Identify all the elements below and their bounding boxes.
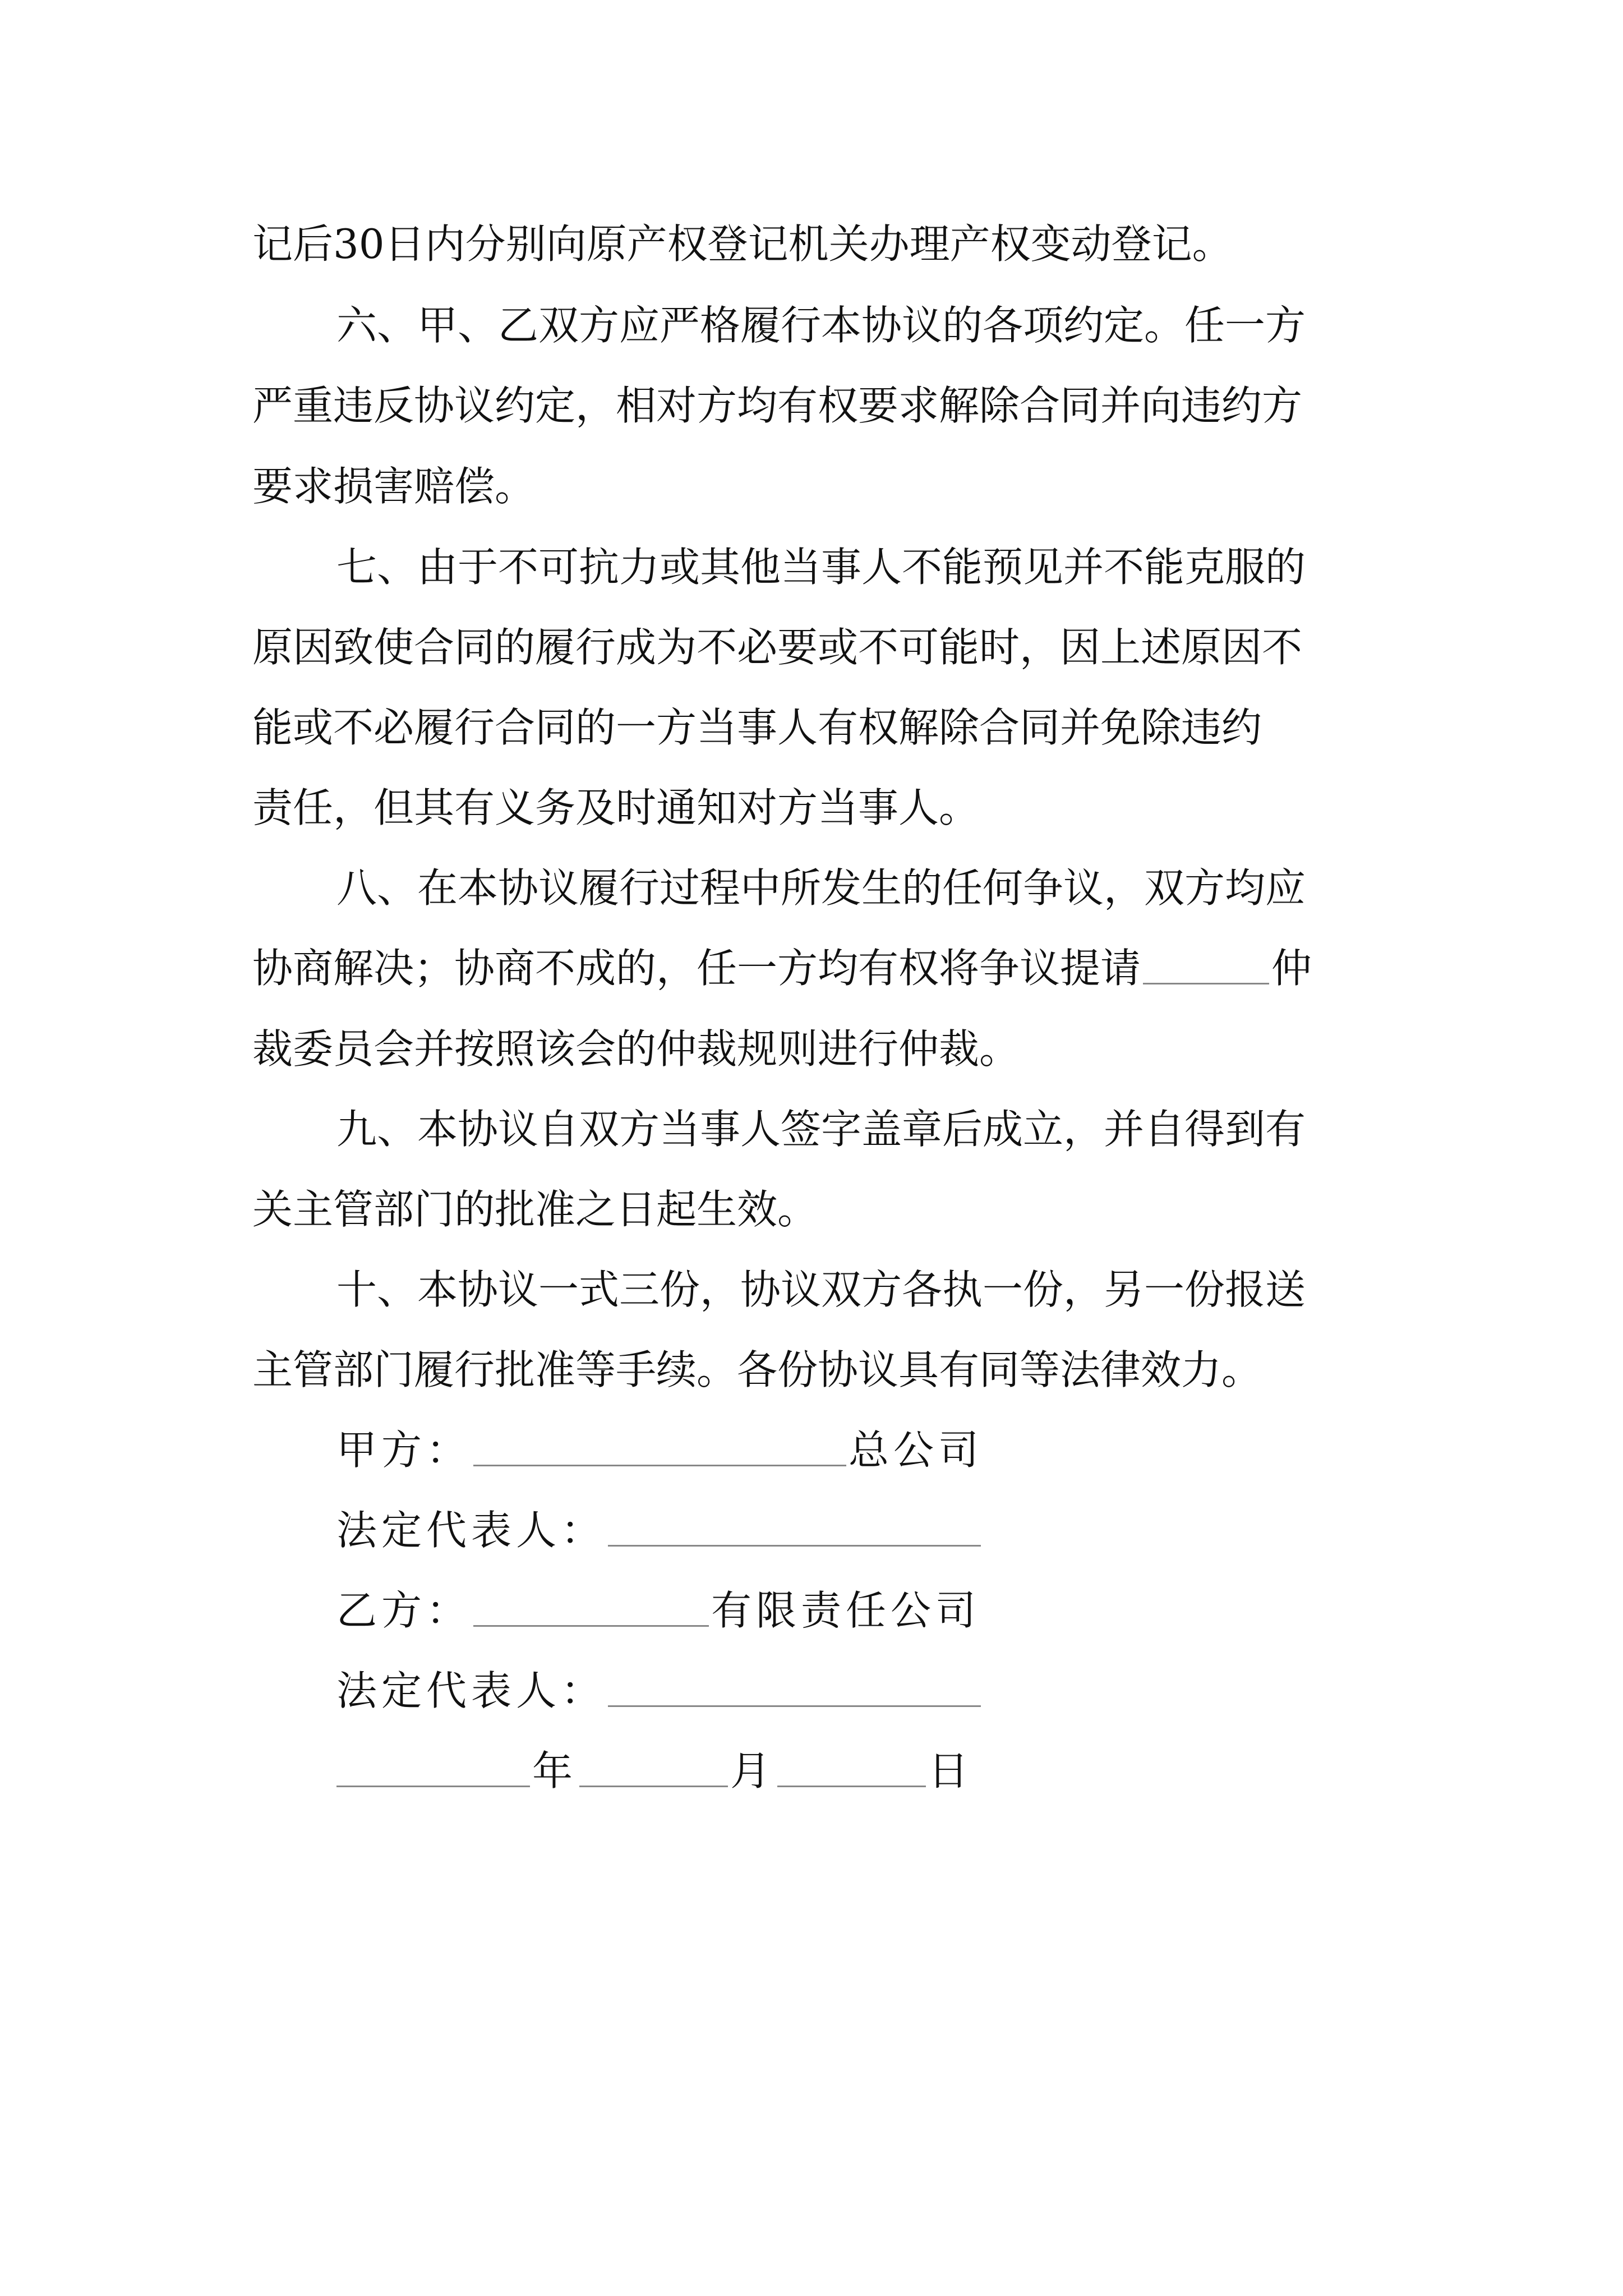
text-line: 十、本协议一式三份，协议双方各执一份，另一份报送 xyxy=(336,1266,1306,1313)
text-line: 严重违反协议约定，相对方均有权要求解除合同并向违约方 xyxy=(252,382,1303,429)
text-line: 能或不必履行合同的一方当事人有权解除合同并免除违约 xyxy=(252,704,1262,751)
party-a-line xyxy=(336,1425,983,1475)
text-line: 要求损害赔偿。 xyxy=(252,463,536,510)
party-b-line xyxy=(336,1585,980,1636)
text-line: 裁委员会并按照该会的仲裁规则进行仲裁。 xyxy=(252,1025,1020,1073)
text-line: 七、由于不可抗力或其他当事人不能预见并不能克服的 xyxy=(336,544,1306,591)
month-label: 月 xyxy=(730,1747,776,1795)
day-label: 日 xyxy=(928,1747,974,1795)
party-a-blank xyxy=(473,1434,846,1466)
blank-arbitration-commission xyxy=(1143,952,1269,984)
text-line: 关主管部门的批准之日起生效。 xyxy=(252,1186,818,1233)
party-b-label: 乙方： xyxy=(336,1587,472,1634)
party-a-rep-label: 法定代表人： xyxy=(336,1507,606,1554)
party-b-rep-blank xyxy=(608,1674,981,1707)
text-line: 责任，但其有义务及时通知对方当事人。 xyxy=(252,784,980,831)
date-line xyxy=(336,1746,973,1796)
text-segment: 仲 xyxy=(1271,945,1312,992)
text-line: 记后30日内分别向原产权登记机关办理产权变动登记。 xyxy=(252,220,1233,268)
text-line: 八、在本协议履行过程中所发生的任何争议，双方均应 xyxy=(336,864,1306,912)
party-b-suffix: 有限责任公司 xyxy=(711,1587,981,1634)
text-line-with-blank xyxy=(252,943,1312,993)
party-b-rep-line xyxy=(336,1665,983,1716)
party-a-suffix: 总公司 xyxy=(849,1427,984,1474)
text-segment: 协商解决；协商不成的，任一方均有权将争议提请 xyxy=(252,945,1141,992)
party-a-rep-blank xyxy=(608,1514,981,1547)
party-b-blank xyxy=(473,1594,709,1627)
party-a-rep-line xyxy=(336,1505,983,1556)
text-line: 主管部门履行批准等手续。各份协议具有同等法律效力。 xyxy=(252,1346,1262,1393)
text-line: 原因致使合同的履行成为不必要或不可能时，因上述原因不 xyxy=(252,624,1303,671)
month-blank xyxy=(579,1755,728,1787)
text-line: 六、甲、乙双方应严格履行本协议的各项约定。任一方 xyxy=(336,302,1306,349)
party-b-rep-label: 法定代表人： xyxy=(336,1667,606,1714)
text-line: 九、本协议自双方当事人签字盖章后成立，并自得到有 xyxy=(336,1106,1306,1153)
party-a-label: 甲方： xyxy=(336,1427,472,1474)
day-blank xyxy=(777,1755,926,1787)
year-blank xyxy=(336,1755,530,1787)
year-label: 年 xyxy=(532,1747,578,1795)
